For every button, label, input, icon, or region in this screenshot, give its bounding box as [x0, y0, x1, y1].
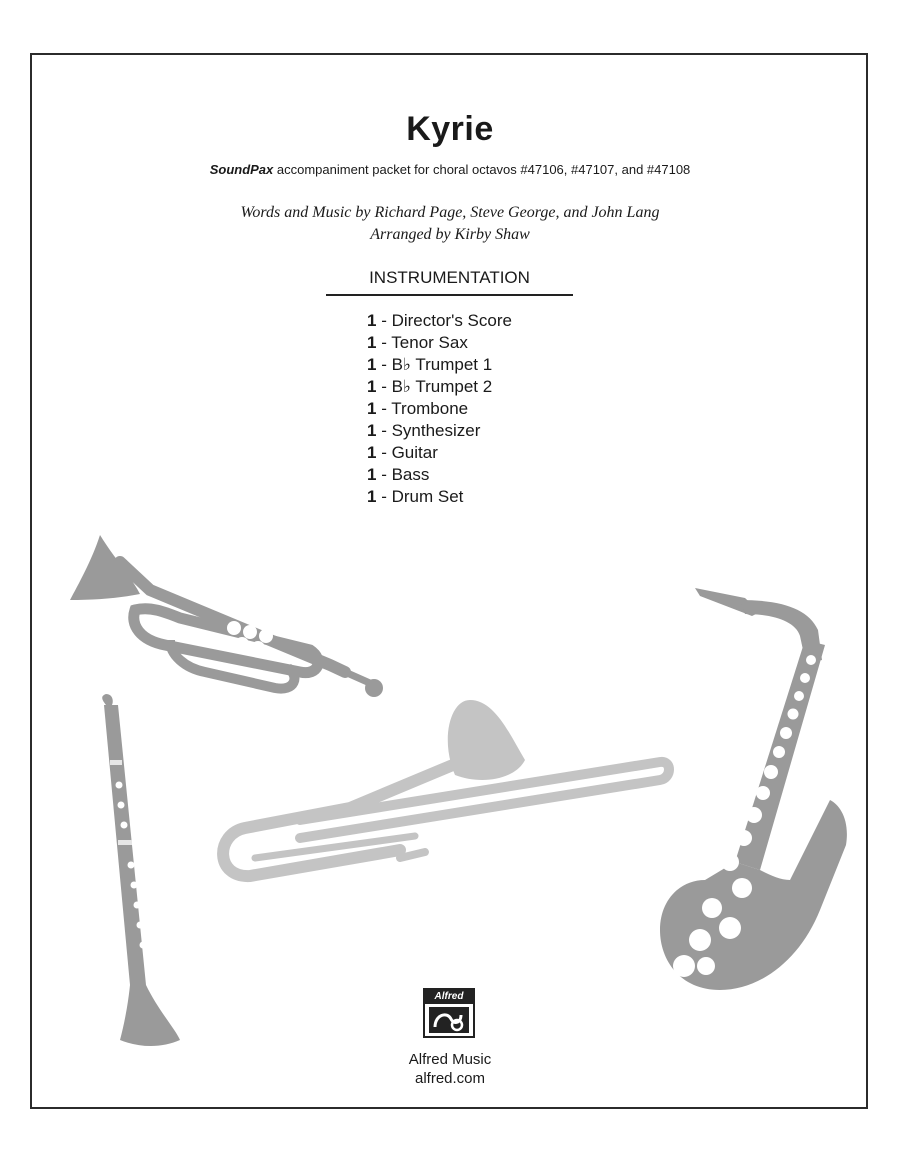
instrument-item: 1 - Drum Set — [367, 487, 464, 506]
instrument-item: 1 - Director's Score — [367, 311, 512, 330]
clarinet-icon — [102, 694, 180, 1046]
saxophone-icon — [660, 588, 847, 990]
instrument-item: 1 - Tenor Sax — [367, 333, 468, 352]
trombone-icon — [223, 700, 669, 876]
credits-arranger: Arranged by Kirby Shaw — [370, 226, 530, 243]
instrument-item: 1 - Guitar — [367, 443, 438, 462]
instrument-item: 1 - B♭ Trumpet 1 — [367, 355, 493, 374]
subtitle-brand: SoundPax — [209, 162, 274, 177]
instrumentation-heading: INSTRUMENTATION — [326, 268, 573, 296]
instrument-item: 1 - B♭ Trumpet 2 — [367, 377, 493, 396]
publisher — [0, 1050, 900, 1088]
instrument-item: 1 - Bass — [367, 465, 430, 484]
instrument-item: 1 - Synthesizer — [367, 421, 481, 440]
credits-words-music: Words and Music by Richard Page, Steve George, and John Lang — [240, 204, 660, 221]
alfred-logo-icon — [429, 1007, 469, 1033]
instrument-item: 1 - Trombone — [367, 399, 469, 418]
publisher-url[interactable]: alfred.com — [414, 1070, 486, 1087]
alfred-logo-word: Alfred — [425, 990, 473, 1004]
subtitle-text: accompaniment packet for choral octavos #47106, #47107, and #47108 — [273, 162, 691, 177]
publisher-name: Alfred Music — [408, 1051, 492, 1068]
page-title: Kyrie — [406, 110, 494, 148]
alfred-logo — [423, 988, 475, 1038]
trumpet-icon — [70, 535, 383, 697]
